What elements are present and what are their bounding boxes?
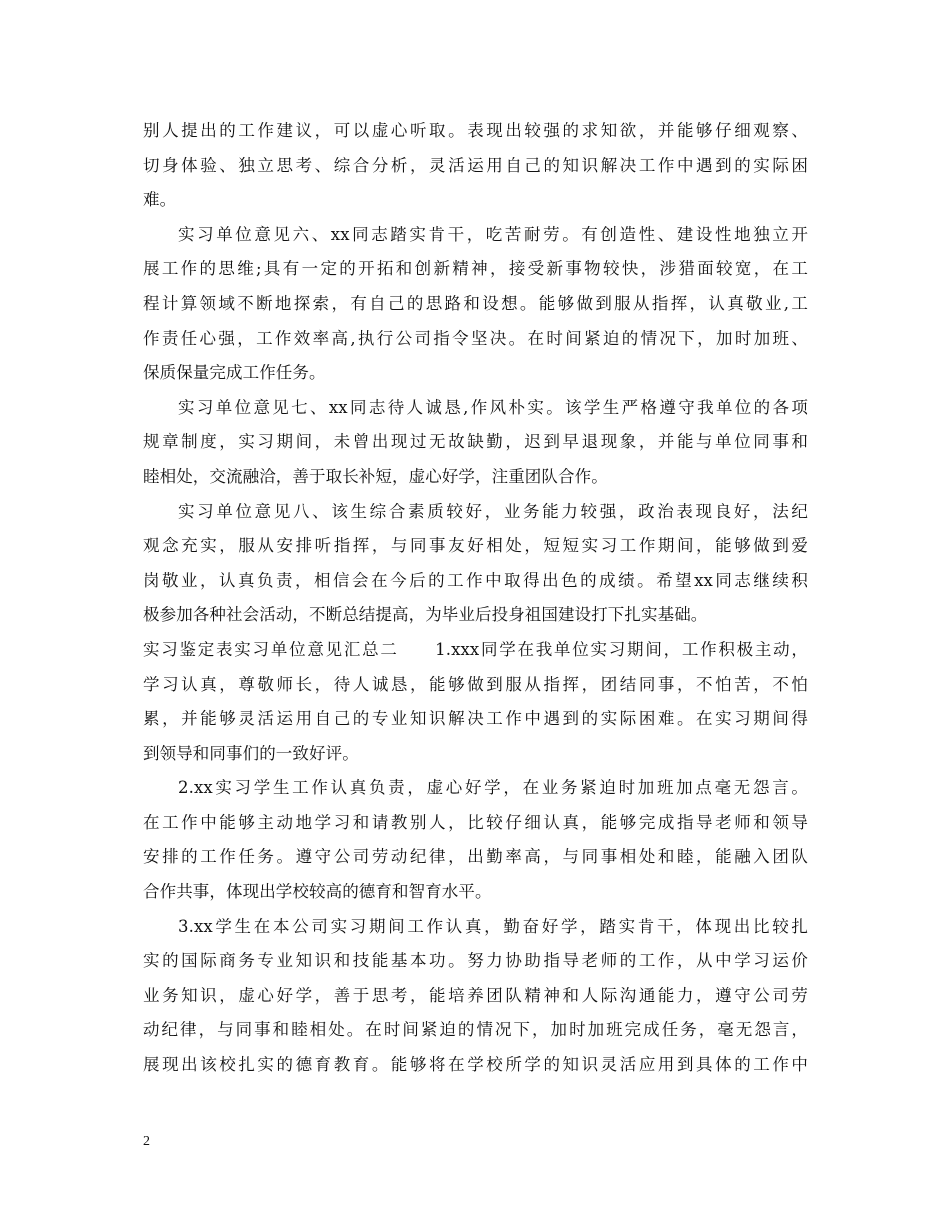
text-line: 2.xx实习学生工作认真负责，虚心好学，在业务紧迫时加班加点毫无怨言。 [178,778,808,798]
text-line: 在工作中能够主动地学习和请教别人，比较仔细认真，能够完成指导老师和领导 [143,812,808,832]
text-line: 实的国际商务专业知识和技能基本功。努力协助指导老师的工作，从中学习运价 [143,951,808,971]
text-line: 别人提出的工作建议，可以虚心听取。表现出较强的求知欲，并能够仔细观察、 [143,121,808,140]
text-line: 实习单位意见六、xx同志踏实肯干，吃苦耐劳。有创造性、建设性地独立开 [178,224,808,244]
text-line: 程计算领域不断地探索，有自己的思路和设想。能够做到服从指挥，认真敬业,工 [143,293,808,313]
text-line: 难。 [143,190,177,210]
text-line: 观念充实，服从安排听指挥，与同事友好相处，短短实习工作期间，能够做到爱 [143,536,808,556]
page-number: 2 [143,1134,150,1149]
text-line: 3.xx学生在本公司实习期间工作认真，勤奋好学，踏实肯干，体现出比较扎 [178,916,808,936]
text-line: 规章制度，实习期间，未曾出现过无故缺勤，迟到早退现象，并能与单位同事和 [143,432,808,452]
text-line: 学习认真，尊敬师长，待人诚恳，能够做到服从指挥，团结同事，不怕苦，不怕 [143,674,808,694]
text-line: 睦相处，交流融洽，善于取长补短，虚心好学，注重团队合作。 [143,466,608,486]
document-body [143,114,808,1083]
text-line: 展工作的思维;具有一定的开拓和创新精神，接受新事物较快，涉猎面较宽，在工 [143,259,808,279]
text-line: 展现出该校扎实的德育教育。能够将在学校所学的知识灵活应用到具体的工作中 [143,1055,808,1075]
text-line: 实习鉴定表实习单位意见汇总二 1.xxx同学在我单位实习期间，工作积极主动， [143,639,808,659]
text-line: 动纪律，与同事和睦相处。在时间紧迫的情况下，加时加班完成任务，毫无怨言， [143,1020,808,1040]
text-line: 实习单位意见八、该生综合素质较好，业务能力较强，政治表现良好，法纪 [178,501,808,521]
text-line: 岗敬业，认真负责，相信会在今后的工作中取得出色的成绩。希望xx同志继续积 [143,570,808,590]
text-line: 作责任心强，工作效率高,执行公司指令坚决。在时间紧迫的情况下，加时加班、 [143,328,808,348]
text-line: 业务知识，虚心好学，善于思考，能培养团队精神和人际沟通能力，遵守公司劳 [143,985,808,1005]
text-line: 实习单位意见七、xx同志待人诚恳,作风朴实。该学生严格遵守我单位的各项 [178,397,808,417]
text-line: 极参加各种社会活动，不断总结提高，为毕业后投身祖国建设打下扎实基础。 [143,605,708,625]
text-line: 到领导和同事们的一致好评。 [143,743,359,763]
text-line: 合作共事，体现出学校较高的德育和智育水平。 [143,882,492,902]
text-line: 累，并能够灵活运用自己的专业知识解决工作中遇到的实际困难。在实习期间得 [143,709,808,729]
text-line: 切身体验、独立思考、综合分析，灵活运用自己的知识解决工作中遇到的实际困 [143,155,808,175]
text-line: 保质保量完成工作任务。 [143,363,326,383]
text-line: 安排的工作任务。遵守公司劳动纪律，出勤率高，与同事相处和睦，能融入团队 [143,847,808,867]
